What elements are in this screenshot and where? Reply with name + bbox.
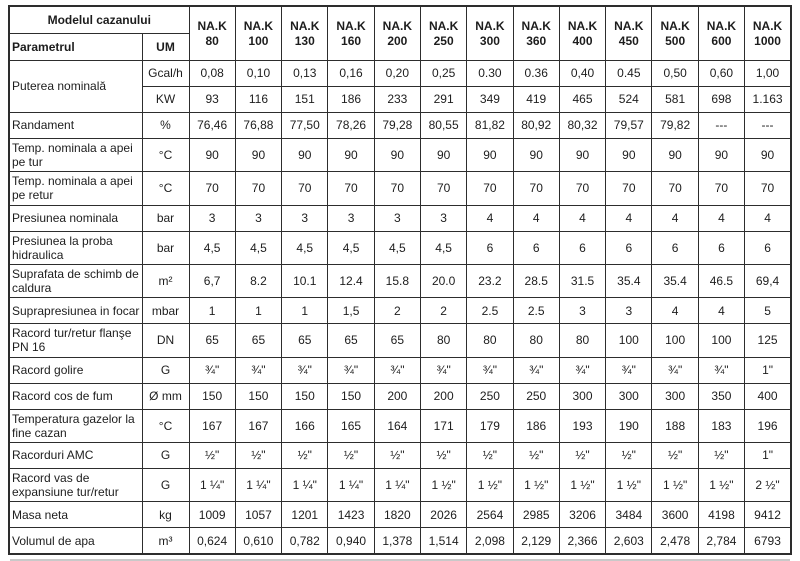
value-cell: 150 xyxy=(328,383,374,409)
unit-label: bar xyxy=(142,205,189,231)
value-cell: 4 xyxy=(559,205,605,231)
value-cell: 70 xyxy=(745,172,791,205)
param-label: Suprapresiunea in focar xyxy=(9,298,142,324)
value-cell: ½" xyxy=(467,442,513,468)
table-row xyxy=(9,502,791,528)
value-cell: 2,478 xyxy=(652,528,698,555)
value-cell: 1,5 xyxy=(328,298,374,324)
value-cell: ½" xyxy=(235,442,281,468)
value-cell: 3 xyxy=(420,205,466,231)
value-cell: 1 ½" xyxy=(420,468,466,501)
value-cell: 164 xyxy=(374,409,420,442)
value-cell: ¾" xyxy=(189,357,235,383)
param-label: Puterea nominală xyxy=(9,61,142,113)
value-cell: 6 xyxy=(698,231,744,264)
col-header-model-1000: NA.K 1000 xyxy=(745,6,791,61)
value-cell: 76,88 xyxy=(235,113,281,139)
value-cell: 1201 xyxy=(282,502,328,528)
col-header-model-450: NA.K 450 xyxy=(606,6,652,61)
table-row xyxy=(9,264,791,297)
value-cell: 6 xyxy=(745,231,791,264)
value-cell: 1 ¼" xyxy=(189,468,235,501)
value-cell: 2,098 xyxy=(467,528,513,555)
unit-label: % xyxy=(142,113,189,139)
value-cell: 80 xyxy=(467,324,513,357)
value-cell: 186 xyxy=(513,409,559,442)
value-cell: 90 xyxy=(282,139,328,172)
value-cell: 70 xyxy=(235,172,281,205)
value-cell: --- xyxy=(745,113,791,139)
value-cell: 179 xyxy=(467,409,513,442)
value-cell: 65 xyxy=(328,324,374,357)
value-cell: 4 xyxy=(467,205,513,231)
value-cell: 419 xyxy=(513,87,559,113)
table-row xyxy=(9,528,791,555)
value-cell: 76,46 xyxy=(189,113,235,139)
value-cell: ¾" xyxy=(282,357,328,383)
value-cell: 1 ¼" xyxy=(328,468,374,501)
value-cell: 31.5 xyxy=(559,264,605,297)
value-cell: 125 xyxy=(745,324,791,357)
col-header-model-160: NA.K 160 xyxy=(328,6,374,61)
value-cell: 70 xyxy=(374,172,420,205)
value-cell: 70 xyxy=(606,172,652,205)
unit-label: °C xyxy=(142,409,189,442)
value-cell: 90 xyxy=(513,139,559,172)
value-cell: 100 xyxy=(652,324,698,357)
unit-label: G xyxy=(142,442,189,468)
value-cell: --- xyxy=(698,113,744,139)
value-cell: 2 xyxy=(420,298,466,324)
value-cell: 3 xyxy=(328,205,374,231)
param-label: Volumul de apa xyxy=(9,528,142,555)
value-cell: 79,28 xyxy=(374,113,420,139)
value-cell: 350 xyxy=(698,383,744,409)
value-cell: ¾" xyxy=(698,357,744,383)
value-cell: 90 xyxy=(189,139,235,172)
value-cell: 0.30 xyxy=(467,61,513,87)
param-label: Racord tur/retur flanşe PN 16 xyxy=(9,324,142,357)
table-row xyxy=(9,357,791,383)
value-cell: 70 xyxy=(420,172,466,205)
value-cell: 90 xyxy=(745,139,791,172)
col-header-model-100: NA.K 100 xyxy=(235,6,281,61)
value-cell: 200 xyxy=(374,383,420,409)
value-cell: ½" xyxy=(420,442,466,468)
value-cell: 80,92 xyxy=(513,113,559,139)
param-label: Racorduri AMC xyxy=(9,442,142,468)
col-header-model-360: NA.K 360 xyxy=(513,6,559,61)
value-cell: 90 xyxy=(467,139,513,172)
value-cell: 2,129 xyxy=(513,528,559,555)
value-cell: 300 xyxy=(652,383,698,409)
unit-label: G xyxy=(142,468,189,501)
unit-label: G xyxy=(142,357,189,383)
value-cell: 1,514 xyxy=(420,528,466,555)
value-cell: 1,00 xyxy=(745,61,791,87)
param-label: Racord golire xyxy=(9,357,142,383)
value-cell: 4 xyxy=(652,205,698,231)
value-cell: 3 xyxy=(606,298,652,324)
value-cell: 1 ½" xyxy=(559,468,605,501)
value-cell: 150 xyxy=(282,383,328,409)
value-cell: 65 xyxy=(374,324,420,357)
value-cell: 1" xyxy=(745,357,791,383)
value-cell: 100 xyxy=(606,324,652,357)
value-cell: 2,366 xyxy=(559,528,605,555)
value-cell: 6,7 xyxy=(189,264,235,297)
value-cell: 80 xyxy=(559,324,605,357)
value-cell: 2,603 xyxy=(606,528,652,555)
value-cell: 2.5 xyxy=(467,298,513,324)
value-cell: ½" xyxy=(559,442,605,468)
unit-label: Ø mm xyxy=(142,383,189,409)
value-cell: 1 xyxy=(282,298,328,324)
value-cell: 698 xyxy=(698,87,744,113)
table-body xyxy=(9,61,791,555)
param-label: Presiunea la proba hidraulica xyxy=(9,231,142,264)
value-cell: 1 ½" xyxy=(698,468,744,501)
table-row xyxy=(9,442,791,468)
col-header-um: UM xyxy=(142,34,189,61)
value-cell: 1 ¼" xyxy=(282,468,328,501)
col-header-model-500: NA.K 500 xyxy=(652,6,698,61)
value-cell: 250 xyxy=(467,383,513,409)
value-cell: 2 xyxy=(374,298,420,324)
table-row xyxy=(9,383,791,409)
table-row xyxy=(9,139,791,172)
value-cell: 4 xyxy=(698,298,744,324)
value-cell: 6 xyxy=(559,231,605,264)
value-cell: 0,16 xyxy=(328,61,374,87)
boiler-spec-table xyxy=(8,5,792,555)
value-cell: 100 xyxy=(698,324,744,357)
table-row xyxy=(9,172,791,205)
value-cell: 524 xyxy=(606,87,652,113)
value-cell: ½" xyxy=(282,442,328,468)
value-cell: 1 ½" xyxy=(513,468,559,501)
value-cell: 233 xyxy=(374,87,420,113)
param-label: Randament xyxy=(9,113,142,139)
value-cell: 200 xyxy=(420,383,466,409)
value-cell: 400 xyxy=(745,383,791,409)
value-cell: 90 xyxy=(698,139,744,172)
unit-label: KW xyxy=(142,87,189,113)
value-cell: 69,4 xyxy=(745,264,791,297)
value-cell: ¾" xyxy=(513,357,559,383)
model-header-row xyxy=(9,6,791,34)
value-cell: 4,5 xyxy=(282,231,328,264)
value-cell: 1.163 xyxy=(745,87,791,113)
value-cell: 70 xyxy=(698,172,744,205)
value-cell: 9412 xyxy=(745,502,791,528)
value-cell: ¾" xyxy=(606,357,652,383)
value-cell: 80 xyxy=(420,324,466,357)
value-cell: 90 xyxy=(420,139,466,172)
value-cell: 3 xyxy=(559,298,605,324)
table-row xyxy=(9,231,791,264)
unit-label: m² xyxy=(142,264,189,297)
value-cell: 35.4 xyxy=(652,264,698,297)
value-cell: 79,57 xyxy=(606,113,652,139)
value-cell: 151 xyxy=(282,87,328,113)
value-cell: 150 xyxy=(189,383,235,409)
value-cell: 70 xyxy=(652,172,698,205)
value-cell: 1 ½" xyxy=(652,468,698,501)
value-cell: 2026 xyxy=(420,502,466,528)
col-header-model-130: NA.K 130 xyxy=(282,6,328,61)
value-cell: 1 xyxy=(189,298,235,324)
value-cell: 6 xyxy=(467,231,513,264)
value-cell: 6 xyxy=(513,231,559,264)
unit-label: DN xyxy=(142,324,189,357)
value-cell: 46.5 xyxy=(698,264,744,297)
unit-label: kg xyxy=(142,502,189,528)
value-cell: 2985 xyxy=(513,502,559,528)
value-cell: 90 xyxy=(374,139,420,172)
value-cell: 0,624 xyxy=(189,528,235,555)
value-cell: 1" xyxy=(745,442,791,468)
col-header-model-80: NA.K 80 xyxy=(189,6,235,61)
value-cell: 581 xyxy=(652,87,698,113)
value-cell: 70 xyxy=(513,172,559,205)
value-cell: 3484 xyxy=(606,502,652,528)
value-cell: 1 ¼" xyxy=(235,468,281,501)
value-cell: 196 xyxy=(745,409,791,442)
value-cell: 4198 xyxy=(698,502,744,528)
table-row xyxy=(9,324,791,357)
value-cell: 0,60 xyxy=(698,61,744,87)
value-cell: 4 xyxy=(513,205,559,231)
value-cell: 6 xyxy=(606,231,652,264)
value-cell: 10.1 xyxy=(282,264,328,297)
col-header-model-300: NA.K 300 xyxy=(467,6,513,61)
value-cell: 93 xyxy=(189,87,235,113)
value-cell: 35.4 xyxy=(606,264,652,297)
value-cell: 1009 xyxy=(189,502,235,528)
value-cell: 70 xyxy=(467,172,513,205)
value-cell: 190 xyxy=(606,409,652,442)
table-title-modelul-cazanului: Modelul cazanului xyxy=(9,6,189,34)
param-label: Suprafata de schimb de caldura xyxy=(9,264,142,297)
value-cell: ½" xyxy=(328,442,374,468)
value-cell: 81,82 xyxy=(467,113,513,139)
value-cell: 171 xyxy=(420,409,466,442)
value-cell: ½" xyxy=(698,442,744,468)
value-cell: 150 xyxy=(235,383,281,409)
table-row xyxy=(9,113,791,139)
value-cell: 2 ½" xyxy=(745,468,791,501)
value-cell: ½" xyxy=(606,442,652,468)
value-cell: 4,5 xyxy=(189,231,235,264)
value-cell: 183 xyxy=(698,409,744,442)
value-cell: ½" xyxy=(652,442,698,468)
value-cell: 300 xyxy=(606,383,652,409)
value-cell: 90 xyxy=(328,139,374,172)
value-cell: 90 xyxy=(606,139,652,172)
value-cell: 4 xyxy=(698,205,744,231)
value-cell: 4,5 xyxy=(420,231,466,264)
value-cell: 23.2 xyxy=(467,264,513,297)
value-cell: 193 xyxy=(559,409,605,442)
value-cell: ½" xyxy=(189,442,235,468)
value-cell: 4 xyxy=(606,205,652,231)
value-cell: 0,940 xyxy=(328,528,374,555)
value-cell: 3206 xyxy=(559,502,605,528)
value-cell: 3 xyxy=(374,205,420,231)
value-cell: 167 xyxy=(189,409,235,442)
value-cell: 1057 xyxy=(235,502,281,528)
value-cell: 1 ½" xyxy=(467,468,513,501)
param-label: Presiunea nominala xyxy=(9,205,142,231)
value-cell: ¾" xyxy=(652,357,698,383)
value-cell: 2564 xyxy=(467,502,513,528)
col-header-model-400: NA.K 400 xyxy=(559,6,605,61)
value-cell: 1 xyxy=(235,298,281,324)
value-cell: 1 ½" xyxy=(606,468,652,501)
value-cell: 2.5 xyxy=(513,298,559,324)
value-cell: 4,5 xyxy=(235,231,281,264)
value-cell: ½" xyxy=(374,442,420,468)
unit-label: mbar xyxy=(142,298,189,324)
col-header-model-250: NA.K 250 xyxy=(420,6,466,61)
col-header-model-600: NA.K 600 xyxy=(698,6,744,61)
value-cell: 1 ¼" xyxy=(374,468,420,501)
unit-label: m³ xyxy=(142,528,189,555)
value-cell: 6 xyxy=(652,231,698,264)
value-cell: 166 xyxy=(282,409,328,442)
value-cell: ¾" xyxy=(328,357,374,383)
value-cell: 90 xyxy=(652,139,698,172)
value-cell: 291 xyxy=(420,87,466,113)
value-cell: 4,5 xyxy=(374,231,420,264)
value-cell: 70 xyxy=(559,172,605,205)
value-cell: 77,50 xyxy=(282,113,328,139)
unit-label: bar xyxy=(142,231,189,264)
value-cell: 28.5 xyxy=(513,264,559,297)
value-cell: 70 xyxy=(189,172,235,205)
value-cell: 5 xyxy=(745,298,791,324)
value-cell: 188 xyxy=(652,409,698,442)
value-cell: 0,13 xyxy=(282,61,328,87)
value-cell: 8.2 xyxy=(235,264,281,297)
col-header-model-200: NA.K 200 xyxy=(374,6,420,61)
value-cell: 80,55 xyxy=(420,113,466,139)
table-header xyxy=(9,6,791,61)
value-cell: 4,5 xyxy=(328,231,374,264)
value-cell: 0.36 xyxy=(513,61,559,87)
value-cell: 465 xyxy=(559,87,605,113)
value-cell: 0,25 xyxy=(420,61,466,87)
value-cell: 15.8 xyxy=(374,264,420,297)
value-cell: 0,782 xyxy=(282,528,328,555)
unit-label: °C xyxy=(142,139,189,172)
value-cell: 3 xyxy=(282,205,328,231)
value-cell: ¾" xyxy=(467,357,513,383)
value-cell: 116 xyxy=(235,87,281,113)
value-cell: 0,610 xyxy=(235,528,281,555)
value-cell: ¾" xyxy=(420,357,466,383)
unit-label: °C xyxy=(142,172,189,205)
param-label: Racord vas de expansiune tur/retur xyxy=(9,468,142,501)
table-row xyxy=(9,468,791,501)
value-cell: ¾" xyxy=(559,357,605,383)
value-cell: 2,784 xyxy=(698,528,744,555)
value-cell: 0,08 xyxy=(189,61,235,87)
value-cell: 79,82 xyxy=(652,113,698,139)
value-cell: 300 xyxy=(559,383,605,409)
value-cell: 0,50 xyxy=(652,61,698,87)
value-cell: 0,10 xyxy=(235,61,281,87)
table-row xyxy=(9,409,791,442)
param-label: Temp. nominala a apei pe retur xyxy=(9,172,142,205)
param-label: Masa neta xyxy=(9,502,142,528)
value-cell: 4 xyxy=(745,205,791,231)
value-cell: 1,378 xyxy=(374,528,420,555)
value-cell: 186 xyxy=(328,87,374,113)
param-label: Temp. nominala a apei pe tur xyxy=(9,139,142,172)
value-cell: ¾" xyxy=(374,357,420,383)
value-cell: 65 xyxy=(235,324,281,357)
value-cell: 90 xyxy=(235,139,281,172)
table-row xyxy=(9,61,791,87)
value-cell: 80,32 xyxy=(559,113,605,139)
param-label: Temperatura gazelor la fine cazan xyxy=(9,409,142,442)
value-cell: 70 xyxy=(328,172,374,205)
value-cell: 90 xyxy=(559,139,605,172)
value-cell: 80 xyxy=(513,324,559,357)
value-cell: 349 xyxy=(467,87,513,113)
value-cell: 3 xyxy=(189,205,235,231)
value-cell: 3600 xyxy=(652,502,698,528)
value-cell: 65 xyxy=(189,324,235,357)
value-cell: 4 xyxy=(652,298,698,324)
value-cell: 65 xyxy=(282,324,328,357)
value-cell: 1423 xyxy=(328,502,374,528)
value-cell: ½" xyxy=(513,442,559,468)
unit-label: Gcal/h xyxy=(142,61,189,87)
table-row xyxy=(9,298,791,324)
value-cell: 0,40 xyxy=(559,61,605,87)
value-cell: 12.4 xyxy=(328,264,374,297)
value-cell: 70 xyxy=(282,172,328,205)
value-cell: 20.0 xyxy=(420,264,466,297)
table-row xyxy=(9,205,791,231)
value-cell: 0,20 xyxy=(374,61,420,87)
value-cell: 3 xyxy=(235,205,281,231)
value-cell: 250 xyxy=(513,383,559,409)
value-cell: 0.45 xyxy=(606,61,652,87)
value-cell: 6793 xyxy=(745,528,791,555)
value-cell: 1820 xyxy=(374,502,420,528)
value-cell: 165 xyxy=(328,409,374,442)
value-cell: 78,26 xyxy=(328,113,374,139)
value-cell: ¾" xyxy=(235,357,281,383)
param-label: Racord cos de fum xyxy=(9,383,142,409)
col-header-parametrul: Parametrul xyxy=(9,34,142,61)
value-cell: 167 xyxy=(235,409,281,442)
